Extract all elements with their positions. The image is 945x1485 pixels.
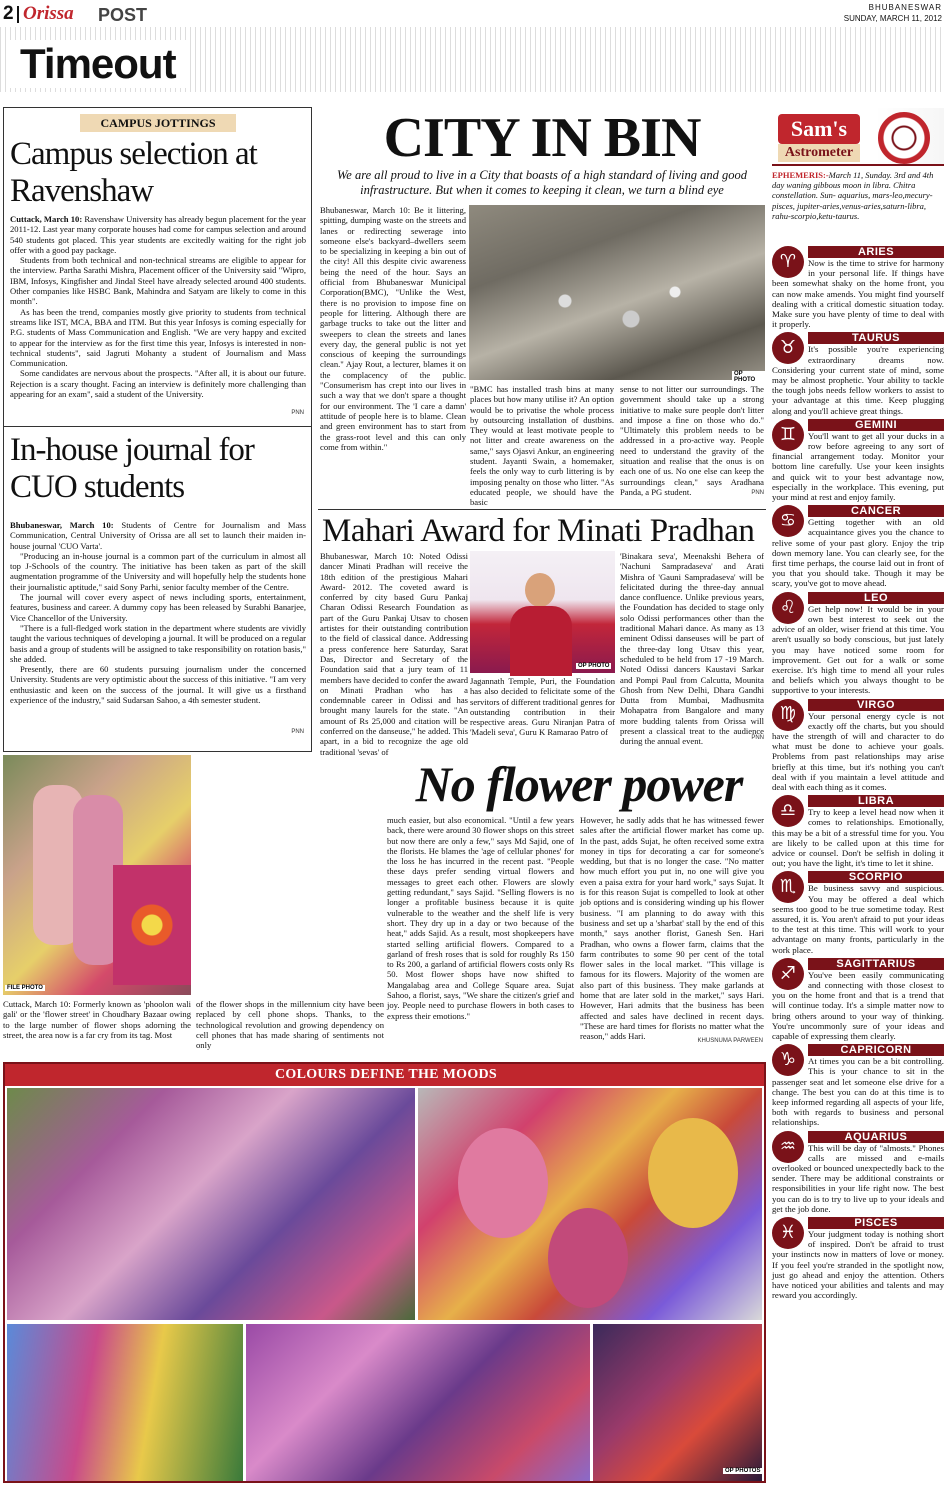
sign-title: PISCES <box>808 1217 944 1229</box>
sign-title: AQUARIUS <box>808 1131 944 1143</box>
sign-title: SAGITTARIUS <box>808 958 944 970</box>
astro-brand: Sam's <box>778 114 860 144</box>
campus-p3: As has been the trend, companies mostly give priority to students from technical streams like IST, MCA, BBA and ITM. But this year Infosys is coming especially for P.G. students of Mass Communication and English. "We are very happy and excited to appear for the interview as for the first time this year, Infosys is interested in non-technical students", said Jagruti Mohanty a student of Journalism and Mass Communication. <box>10 306 306 369</box>
city-deck: We are all proud to live in a City that boasts of a high standard of living and good infrastructure. But when it comes to keeping it clean, we turn a blind eye <box>337 168 747 197</box>
flower-story <box>3 755 766 1051</box>
mahari-story <box>318 509 766 757</box>
sign-pisces <box>772 1217 944 1300</box>
campus-kicker: CAMPUS JOTTINGS <box>80 114 236 132</box>
flower-headline: No flower power <box>415 756 743 812</box>
sign-capricorn <box>772 1044 944 1127</box>
flower-byline: KHUSNUMA PARWEEN <box>697 1038 763 1044</box>
issue-date: SUNDAY, MARCH 11, 2012 <box>843 14 942 23</box>
journal-headline: In-house journal for CUO students <box>10 432 254 505</box>
journal-p1: Students of Centre for Journalism and Mass Communication, Central University of Orissa are all set to launch their maiden in-house journal 'CUO Varta'. <box>10 520 306 551</box>
sign-text: You've been easily communicating and connecting with those closest to you on the home front and that is a trend that will continue today. It's a simple matter now to bring others around to your way of thinking. You're uncommonly sure of your ideas and capable of expressing them clearly. <box>772 969 944 1041</box>
campus-dateline: Cuttack, March 10: <box>10 214 83 224</box>
sign-title: LIBRA <box>808 795 944 807</box>
left-panel <box>3 107 312 752</box>
aries-icon: ♈ <box>772 246 804 278</box>
sign-aries <box>772 246 944 329</box>
holi-photo-credit: OP PHOTOS <box>725 1468 761 1474</box>
mahari-credit: PNN <box>751 735 764 741</box>
journal-dateline: Bhubaneswar, March 10: <box>10 520 114 530</box>
sign-aquarius <box>772 1131 944 1214</box>
holi-photo-5 <box>593 1324 762 1481</box>
city-col2: "BMC has installed trash bins at many places but how many utilise it? An option would be to privatise the whole process by outsourcing installation of dustbins. They would at least motivate people to not litter and create awareness on the same," says Ojasvi Ankur, an engineering student. Jayanti Swain, a homemaker, feels the only way to curb littering is by imposing penalty on those who litter. "As educated people, we should have the basic <box>470 384 614 508</box>
flower-caption: Cuttack, March 10: Formerly known as 'phoolon wali gali' or the 'flower street' in Choudhary Bazaar owing to the large number of flower shops adorning the street, the area now is a far cry from its tag. Most <box>3 999 191 1040</box>
aquarius-icon: ♒ <box>772 1131 804 1163</box>
sign-title: GEMINI <box>808 419 944 431</box>
libra-icon: ♎ <box>772 795 804 827</box>
page-number: 2 <box>3 3 14 24</box>
journal-p3: The journal will cover every aspect of news including sports, entertainment, features, business and career. A dummy copy has been released by Surabhi Banarjee, Vice Chancellor of the University. <box>10 592 306 623</box>
holi-photo-3 <box>7 1324 243 1481</box>
sign-leo <box>772 592 944 696</box>
holi-banner: COLOURS DEFINE THE MOODS <box>274 1067 498 1082</box>
campus-p1: Ravenshaw University has already begun placement for the year 2011-12. Last year many corporate houses had come for campus selection and around 540 students got placed. This year students are excitedly waiting for the right job offer with a good pay package. <box>10 214 306 255</box>
campus-headline: Campus selection at Ravenshaw <box>10 136 257 209</box>
sign-text: Get help now! It would be in your own best interest to seek out the advice of an older, wiser friend at this time. You aren't usually so body conscious, but just lately you may have noticed some room for improvement. Get out for a walk or some exercise. It's high time to mend all your rules and beliefs which you always thought to be supportive to your interests. <box>772 603 944 696</box>
sign-title: CANCER <box>808 505 944 517</box>
holi-panel <box>3 1062 766 1483</box>
sign-taurus <box>772 332 944 415</box>
sign-title: TAURUS <box>808 332 944 344</box>
sign-text: At times you can be a bit controlling. This is your chance to sit in the passenger seat and let someone else drive for a change. The best you can do at this time is to keep informed regarding all aspects of your life, both with regards to business and personal relationships. <box>772 1056 944 1128</box>
sign-virgo <box>772 699 944 793</box>
journal-p4: "There is a full-fledged work station in the department where students are vividly taught the various techniques of developing a journal. It will be produced on a regular basis and a group of students will be assigned to take responsibility on rotation basis," she added. <box>10 622 306 664</box>
astrometer <box>772 108 944 1483</box>
brand-post: POST <box>98 5 148 25</box>
sign-text: This will be day of "almosts." Phones calls are missed and e-mails overlooked or bounced unexpectedly back to the sender. There may be additional constraints or responsibilities in your life right now. The best you can do is to try to live up to your ideals and get the job done. <box>772 1142 944 1214</box>
city-col1: Bhubaneswar, March 10: Be it littering, spitting, dumping waste on the streets and lanes or redirecting sewerage into someone else's backyard–dwellers seem to be specializing in keeping a bin out of the city! All this despite civic awareness being the need of the hour. Says an official from Bhubaneswar Municipal Corporation(BMC), "Unlike the West, there is no provision to impose fine on people for littering. Although there are garbage trucks to take out the litter and sweepers to clean the streets and lanes every day, the general public is not yet conscious of keeping the surroundings clean." Ajay Rout, a lecturer, blames it on the complacency of the public. "Consumerism has crept into our lives in such a way that we don't spare a thought for our environment. The 'I care a damn' attitude of people here is to blame. Clean and green environment has to start from the grass-root level and this can only come from within." <box>320 205 466 452</box>
sign-text: It's possible you're experiencing extraordinary dreams now. Considering your current state of mind, some may be almost prophetic. Your ability to tackle the tough jobs needs fellow workers to assist to your advantage at this time. Keep plugging along and you'll achieve great things. <box>772 344 944 416</box>
holi-photo-1 <box>7 1088 415 1320</box>
ephemeris-label: EPHEMERIS:- <box>772 170 829 180</box>
brand-orissa: Orissa <box>23 3 74 24</box>
sign-text: You'll want to get all your ducks in a row before agreeing to any sort of financial arrangement today. Monitor your bottom line carefully. Use your keen insights and quick wit to your best advantage now, especially in the workplace. This evening, put your mind at rest and enjoy family. <box>772 430 944 503</box>
mahari-col3: 'Binakara seva', Meenakshi Behera of 'Nachuni Sampradaseva' and Arati Mishra of 'Gauni Sampradaseva' will be felicitated during the three-day annual dance confluence. Unlike previous years, the Foundation has decided to stage only solo Odissi performances other than the traditional Mahari dance. As many as 13 eminent Odissi danseuses will be part of the three-day long Utsav this year, scheduled to be held from 17 -19 March. Noted Odissi dancers Kaustavi Sarkar and Pompi Paul from Calcutta, Mounita Ghosh from New Delhi, Dhara Gandhi Dutta from Mumbai, Madhusmita Mohapatra from Bangalore and many more budding talents from Orissa will present a classical treat to the audience during the annual event. <box>620 551 764 747</box>
sign-gemini <box>772 419 944 502</box>
sign-scorpio <box>772 871 944 954</box>
sign-text: Be business savvy and suspicious. You may be offered a deal which seems too good to be true sometime today. Rest assured, it is. You aren't afraid to put your ideas to the test at this time. This will work to your advantage on many fronts, particularly in the work place. <box>772 883 944 955</box>
sign-text: Your judgment today is nothing short of inspired. Don't be afraid to trust your instincts now in matters of love or money. If you feel you're stranded in the spotlight now, just go ahead and enjoy the attention. Others have noticed your abilities and talents and may reward you accordingly. <box>772 1229 944 1301</box>
taurus-icon: ♉ <box>772 332 804 364</box>
sign-title: ARIES <box>808 246 944 258</box>
mahari-col2: Jagannath Temple, Puri, the Foundation has also decided to felicitate some of the servitors of different traditional genres for outstanding contribution in their respective areas. Guru Niranjan Patra of 'Madeli seva', Guru K Ramarao Patro of <box>470 676 615 738</box>
sagittarius-icon: ♐ <box>772 958 804 990</box>
sign-cancer <box>772 505 944 588</box>
campus-p2: Students from both technical and non-technical streams are eligible to appear for the interview. Partha Sarathi Mishra, Placement officer of the University said "Wipro, IBM, Infosys, Kingfisher and Jindal Steel have already selected around 400 students. Other companies like HSBC Bank, Mahindra and Satyam are likely to come in this month". <box>10 255 306 307</box>
astro-title: Astrometer <box>778 144 860 162</box>
flower-col3: much easier, but also economical. "Until a few years back, there were around 30 flower shops on this street but now there are only a few," says Md Sajid, one of the florists. He blames the 'age of cellular phones' for the loss he has incurred in the recent past. "People these days prefer sending virtual flowers and messages to greet each other. Flowers are slowly getting redundant," says Sajid. "Selling flowers is no longer a profitable business because it is quite vulnerable to the weather and the shelf life is very short. They dry up in a day or two because of the heat," adds Sajid. As a result, most shopkeepers have started selling artificial flowers. Compared to a garland of fresh roses that is sold for roughly Rs 150 to Rs 200, a garland of artificial flowers costs only Rs 50. Most flower shops have now shifted to Mangalabag area and College Square area. Sujat Sahoo, a florist, says, "We share the citizen's grief and joy. People need to purchase flowers in both cases to express their emotions." <box>387 815 574 1021</box>
flower-photo <box>3 755 191 995</box>
sign-title: VIRGO <box>808 699 944 711</box>
section-title: Timeout <box>20 40 176 87</box>
city-story <box>318 108 766 508</box>
capricorn-icon: ♑ <box>772 1044 804 1076</box>
journal-p5: Presently, there are 60 students pursuing journalism under the concerned University. Students are very optimistic about the success of this initiative. "I am very enthusiastic and keen on the success of the journal. It will give us a firsthand experience of the industry," said Sudarsan Sahoo, a 4th semester student. <box>10 664 306 706</box>
city-credit: PNN <box>751 490 764 496</box>
zodiac-wheel-icon <box>878 112 930 164</box>
sign-title: LEO <box>808 592 944 604</box>
sign-text: Now is the time to strive for harmony in your personal life. If things have been somewhat shaky on the home front, you can now make amends. You might find yourself dealing with a critical domestic situation today. Make sure you have plenty of time to deal with it properly. <box>772 258 944 330</box>
ephemeris-text: March 11, Sunday. 3rd and 4th day waning gibbous moon in libra. Chitra constellation. Sun- aquarius, mars-leo,mecury-pisces, jupiter-aries,venus-aries,saturn-libra, rahu-scorpio,ketu-taurus. <box>772 170 934 221</box>
campus-credit: PNN <box>291 410 304 416</box>
holi-photo-2 <box>418 1088 762 1320</box>
scorpio-icon: ♏ <box>772 871 804 903</box>
holi-photo-4 <box>246 1324 590 1481</box>
campus-body <box>10 214 306 426</box>
sign-title: SCORPIO <box>808 871 944 883</box>
sign-libra <box>772 795 944 868</box>
flower-col2: of the flower shops in the millennium city have been replaced by cell phone shops. Thanks, to the technological revolution and growing dependency on cell phones that has made sharing of sentiments not only <box>196 999 384 1051</box>
city-headline: CITY IN BIN <box>383 107 701 169</box>
flower-col4: However, he sadly adds that he has witnessed fewer sales after the artificial flower market has come up. In the past, adds Sujat, he often received some extra money in tips for decorating a car for someone's wedding, but that is no longer the case. "No matter how much effort you put in, no one will give you even a paisa extra for your hard work," says Sujat. It is for this reason Sujat is compelled to look at other job options and is considering winding up his flower business. "I am planning to do away with this business and set up a 'sharbat' stall by the end of this month," says another florist, Ganesh Sen. Hari Pradhan, who owns a flower farm, claims that the farm contributes to some 90 per cent of the total flower sales in the local market. "This village is famous for its flowers. Majority of the women are also part of this business. They make garlands at home that are later sold in the market," says Hari. However, Hari admits that the business has been affected and sales have declined in recent days. "These are hard times for florists no matter what the reason," adds Hari. <box>580 815 764 1042</box>
sign-text: Getting together with an old acquaintance gives you the chance to relive some of your past glory. Enjoy the trip down memory lane. You can clearly see, for the first time perhaps, the course laid out in front of you that you should take. Though it may be scary, you've got to move ahead. <box>772 517 944 589</box>
city-dateline: BHUBANESWAR <box>868 3 942 12</box>
sign-text: Your personal energy cycle is not exactly off the charts, but you should have the strength of will and character to do what must be done to achieve your goals. Problems from past relationships may arise briefly at this time, but it's nothing you can't deal with if you maintain a level attitude and deal with each thing as it comes. <box>772 710 944 792</box>
gemini-icon: ♊ <box>772 419 804 451</box>
city-col3: sense to not litter our surroundings. The government should take up a strong initiative to make sure people don't litter and impose a fine on those who do." "Ultimately this problem needs to be addressed in a pro-active way. People need to understand the gravity of the situation and realise that the onus is on each one of us. No one else can keep the surroundings clean," says Aradhana Panda, a PG student. <box>620 384 764 497</box>
garbage-photo <box>469 205 765 380</box>
flower-photo-credit: FILE PHOTO <box>7 985 43 991</box>
ephemeris <box>772 170 944 242</box>
mahari-col1: Bhubaneswar, March 10: Noted Odissi dancer Minati Pradhan will receive the 18th edition of the prestigious Mahari Award- 2012. The coveted award is conferred by city based Guru Pankaj Charan Odissi Research Foundation as part of the Guru Pankaj Utsav to chosen artistes for their outstanding contribution to the field of classical dance. Addressing a press conference here Saturday, Sarat Das, Director and Secretary of the Foundation said that a jury team of 11 members have decided to confer the award on Minati Pradhan who has a condemnable career in Odissi and has brought many laurels for the state. "An amount of Rs 25,000 and citation will be conferred on the danseuse," he added. This apart, in a bid to recognize the age old traditional 'sevas' of <box>320 551 468 757</box>
leo-icon: ♌ <box>772 592 804 624</box>
sign-title: CAPRICORN <box>808 1044 944 1056</box>
journal-body <box>10 520 306 740</box>
dancer-photo <box>470 551 615 673</box>
sign-sagittarius <box>772 958 944 1041</box>
cancer-icon: ♋ <box>772 505 804 537</box>
virgo-icon: ♍ <box>772 699 804 731</box>
city-photo-credit: OP PHOTO <box>732 371 766 383</box>
sign-text: Try to keep a level head now when it comes to relationships. Emotionally, this may be a bit of a stressful time for you. You are likely to be called upon at this time for advice or counsel. Don't be selfish in doling it out; you have the light, it's time to let it shine. <box>772 807 944 869</box>
sign-list <box>772 246 944 1483</box>
divider <box>17 6 19 23</box>
campus-p4: Some candidates are nervous about the prospects. "After all, it is about our future. Rejection is a scary thought. Facing an interview is definitely more challenging than appearing for an exam", said a student of the University. <box>10 368 306 400</box>
journal-credit: PNN <box>291 729 304 735</box>
journal-p2: "Producing an in-house journal is a common part of the curriculum in almost all top J-Schools of the country. The initiative has been taken as part of the skill augmentation programme of the University and will hopefully help the students hone their journalistic aptitude," said Sony Parhi, senior faculty member of the Centre. <box>10 550 306 592</box>
mahari-headline: Mahari Award for Minati Pradhan <box>322 513 755 549</box>
divider <box>4 426 311 427</box>
mahari-photo-credit: OP PHOTO <box>578 663 610 669</box>
pisces-icon: ♓ <box>772 1217 804 1249</box>
